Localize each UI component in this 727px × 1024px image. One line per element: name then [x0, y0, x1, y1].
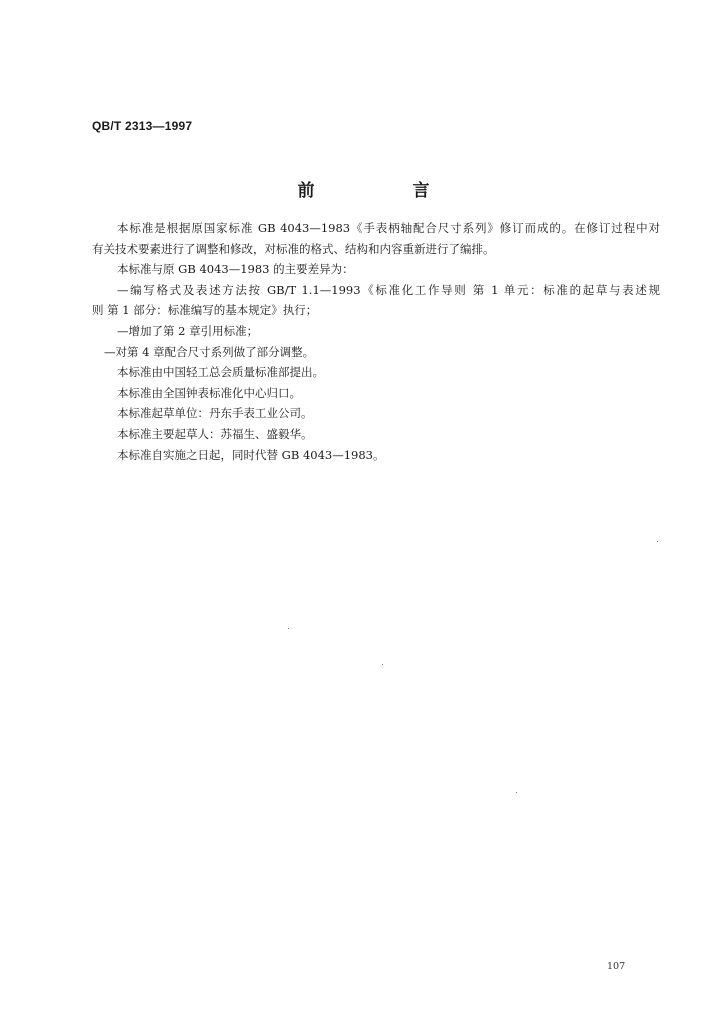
paragraph-line: 本标准起草单位：丹东手表工业公司。 — [117, 406, 313, 421]
paragraph-line: 本标准由中国轻工总会质量标准部提出。 — [117, 365, 324, 380]
foreword-body — [92, 218, 660, 465]
paragraph-line: 本标准与原 GB 4043—1983 的主要差异为： — [117, 262, 354, 277]
paragraph-line: 本标准自实施之日起，同时代替 GB 4043—1983。 — [117, 447, 385, 462]
paragraph-line: 本标准主要起草人：苏福生、盛毅华。 — [117, 426, 313, 441]
standard-code: QB/T 2313—1997 — [92, 119, 193, 133]
list-item: —对第 4 章配合尺寸系列做了部分调整。 — [104, 344, 315, 359]
list-item: —编写格式及表述方法按 GB/T 1.1—1993《标准化工作导则 第 1 单元：标准的起草与表述规 — [117, 282, 660, 297]
scan-speck — [382, 664, 383, 665]
list-item: —增加了第 2 章引用标准； — [117, 323, 259, 338]
scan-speck — [288, 628, 289, 629]
scan-speck — [516, 792, 517, 793]
paragraph-line: 有关技术要素进行了调整和修改，对标准的格式、结构和内容重新进行了编排。 — [92, 241, 495, 256]
page-title: 前 言 — [297, 181, 476, 201]
list-item-continuation: 则 第 1 部分：标准编写的基本规定》执行； — [92, 303, 318, 318]
scan-speck — [657, 541, 658, 542]
paragraph-line: 本标准由全国钟表标准化中心归口。 — [117, 385, 301, 400]
page-number: 107 — [607, 961, 626, 972]
paragraph-line: 本标准是根据原国家标准 GB 4043—1983《手表柄轴配合尺寸系列》修订而成的。在修订过程中对 — [117, 221, 660, 235]
